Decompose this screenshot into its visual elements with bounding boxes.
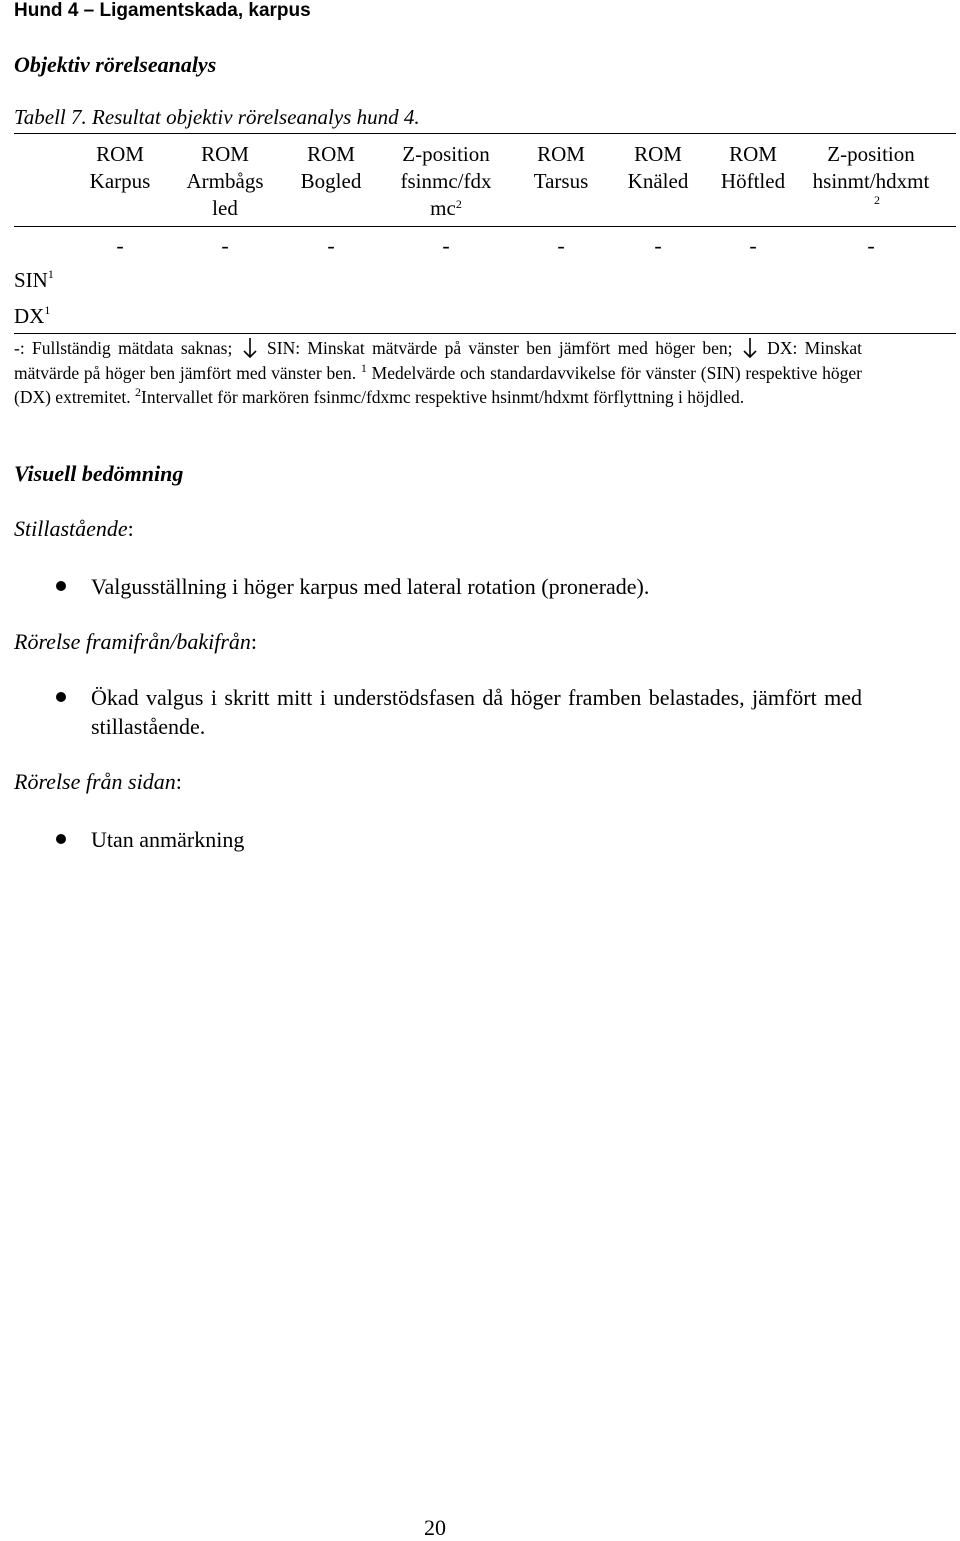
observation-side: Utan anmärkning [91,827,245,852]
section-title-visual: Visuell bedömning [14,461,184,486]
table-cell: - [116,233,124,258]
observation-front-back: Ökad valgus i skritt mitt i understödsfasen då höger framben belastades, jämfört med stillastående. [91,685,862,739]
footnote-marker: 1 [360,360,367,375]
column-header: ROM Karpus [89,142,151,193]
table-cell: - [654,233,662,258]
label-side: Rörelse från sidan: [14,769,182,794]
page-heading: Hund 4 – Ligamentskada, karpus [14,0,311,21]
column-header-footnote-marker: 2 [874,193,880,207]
table-top-rule [14,133,956,134]
bullet-icon [56,692,66,702]
table-caption: Tabell 7. Resultat objektiv rörelseanalys hund 4. [14,105,420,129]
section-title-objective: Objektiv rörelseanalys [14,52,217,77]
bullet-icon [56,581,66,591]
table-cell: - [557,233,565,258]
row-label-dx: $DX^1$ [14,303,51,328]
arrow-down-icon [240,339,260,357]
footnote-marker: 2 [135,385,141,399]
observation-standing: Valgusställning i höger karpus med lateral rotation (pronerade). [91,574,650,599]
column-header: Z-position hsinmt/hdxmt [812,142,930,193]
column-header: ROM Tarsus [533,142,589,193]
footnote-text: Medelvärde och standardavvikelse för vänster (SIN) respektive höger (DX) extremitet. [14,362,862,407]
table-cell: - [749,233,757,258]
table-footnote [14,336,862,410]
footnote-text: SIN: Minskat mätvärde på vänster ben jämfört med höger ben; [259,338,740,358]
page-number: 20 [424,1515,446,1540]
table-cell: - [327,233,335,258]
table-cell: - [221,233,229,258]
column-header: ROM Armbågs led [186,142,264,220]
footnote-text: DX: Minskat mätvärde på höger ben jämfört med vänster ben. [14,338,863,383]
footnote-text: Intervallet för markören fsinmc/fdxmc respektive hsinmt/hdxmt förflyttning i höjdled. [141,387,745,407]
footnote-text: -: Fullständig mätdata saknas; [14,338,240,358]
bullet-icon [56,834,66,844]
table-cell: - [442,233,450,258]
column-header: ROM Höftled [720,142,786,193]
arrow-down-icon [740,339,760,357]
table-bottom-rule [14,333,956,334]
column-header: ROM Bogled [300,142,362,193]
column-header: Z-position fsinmc/fdx $mc^2$ [400,142,492,220]
label-front-back: Rörelse framifrån/bakifrån: [14,629,258,654]
row-label-sin: SIN$^1$ [14,267,54,292]
table-cell: - [867,233,875,258]
table-header-rule [14,226,956,227]
label-standing: Stillastående: [14,516,134,541]
column-header: ROM Knäled [627,142,689,193]
